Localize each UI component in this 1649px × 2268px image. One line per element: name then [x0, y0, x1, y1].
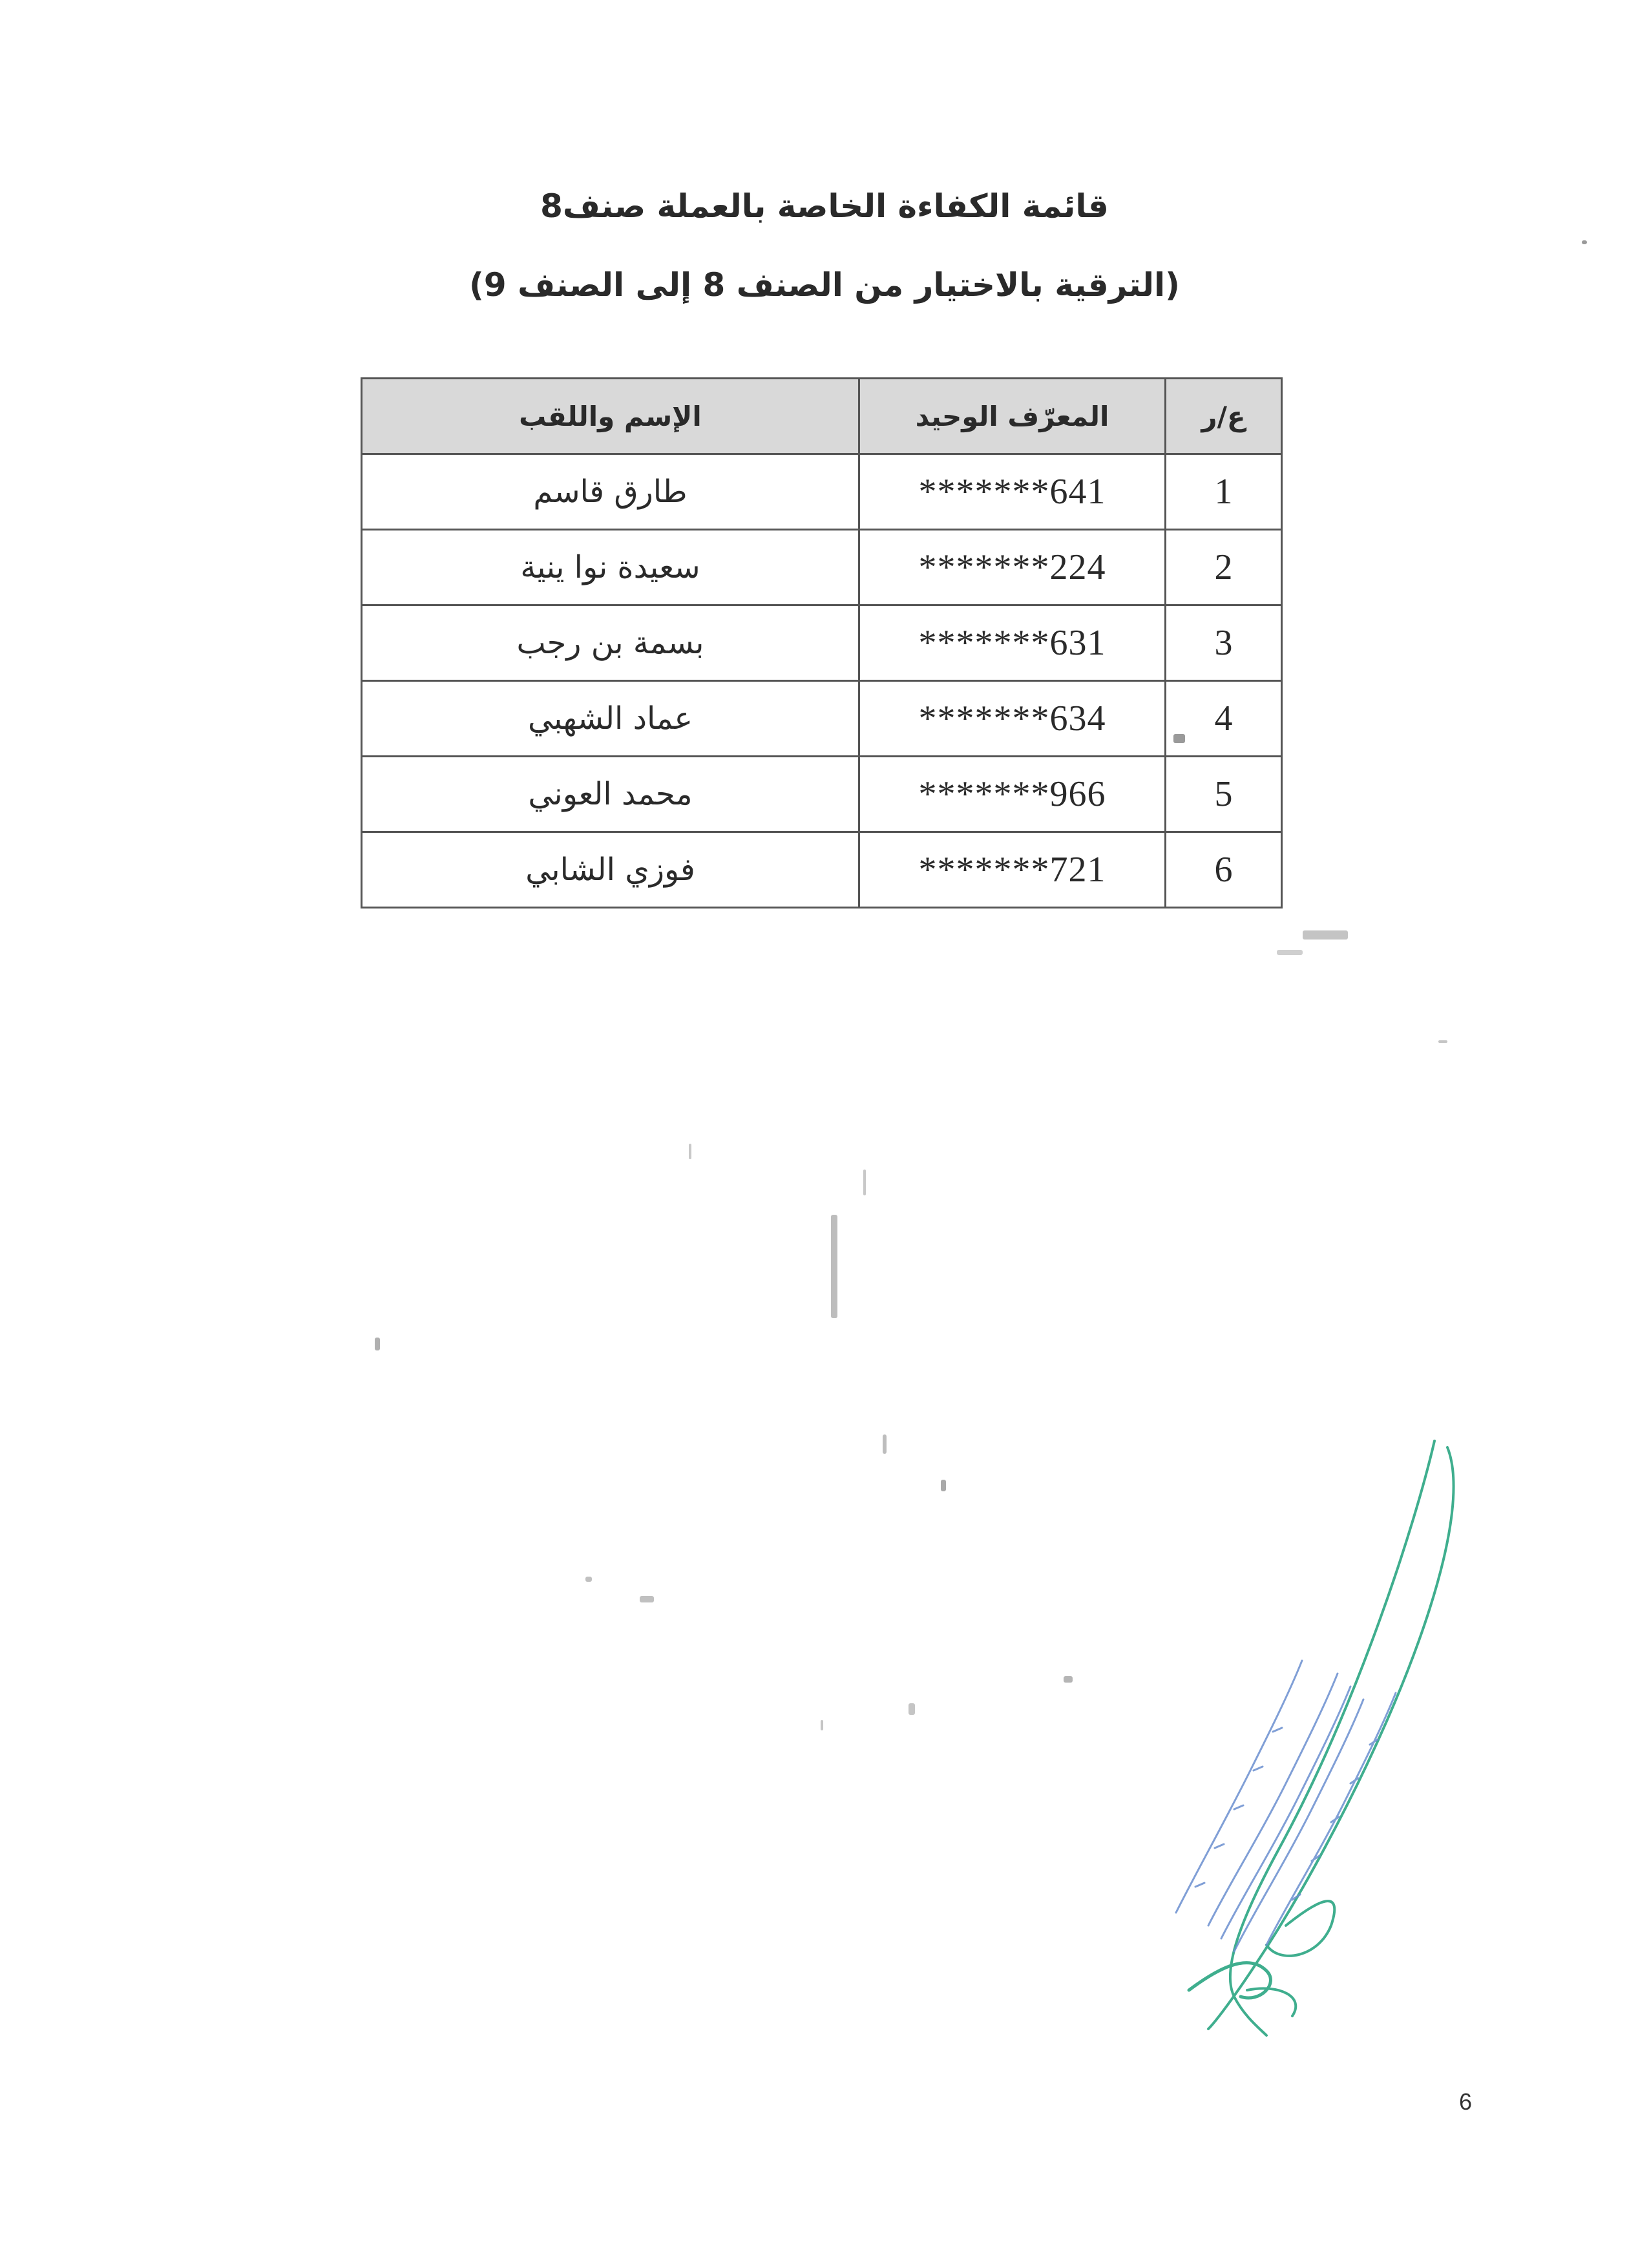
row-identifier: *******634 [859, 681, 1166, 757]
row-identifier: *******966 [859, 757, 1166, 832]
competency-table [361, 377, 1283, 908]
scan-speck [1173, 734, 1185, 743]
scan-speck [640, 1596, 654, 1602]
scan-speck [1064, 1676, 1073, 1683]
scan-speck [1303, 930, 1348, 940]
row-number: 4 [1166, 681, 1282, 757]
row-identifier: *******641 [859, 454, 1166, 530]
table-row [362, 530, 1282, 605]
table-row [362, 605, 1282, 681]
document-title: قائمة الكفاءة الخاصة بالعملة صنف8 [540, 187, 1109, 225]
scan-speck [689, 1144, 691, 1159]
row-name: فوزي الشابي [362, 832, 859, 908]
row-number: 3 [1166, 605, 1282, 681]
header-identifier: المعرّف الوحيد [859, 379, 1166, 454]
scan-speck [375, 1338, 380, 1350]
row-name: محمد العوني [362, 757, 859, 832]
row-number: 6 [1166, 832, 1282, 908]
scan-speck [941, 1480, 946, 1491]
row-identifier: *******631 [859, 605, 1166, 681]
row-name: عماد الشهبي [362, 681, 859, 757]
row-name: بسمة بن رجب [362, 605, 859, 681]
table-row [362, 757, 1282, 832]
table-row [362, 681, 1282, 757]
header-name: الإسم واللقب [362, 379, 859, 454]
table-row [362, 832, 1282, 908]
row-number: 2 [1166, 530, 1282, 605]
page-number: 6 [1459, 2088, 1473, 2115]
scan-speck [1438, 1040, 1447, 1043]
header-number: ع/ر [1166, 379, 1282, 454]
row-name: سعيدة نوا ينية [362, 530, 859, 605]
scan-speck [821, 1720, 823, 1730]
scan-speck [863, 1170, 866, 1195]
scan-speck [1277, 950, 1303, 955]
table-row [362, 454, 1282, 530]
document-subtitle: (الترقية بالاختيار من الصنف 8 إلى الصنف 9) [469, 266, 1180, 304]
row-identifier: *******721 [859, 832, 1166, 908]
scan-speck [909, 1703, 915, 1715]
table-header-row [362, 379, 1282, 454]
signature-stamp [1111, 1434, 1473, 2042]
scan-speck [831, 1215, 837, 1318]
scan-speck [1582, 240, 1587, 244]
scan-speck [883, 1434, 887, 1454]
row-number: 5 [1166, 757, 1282, 832]
row-identifier: *******224 [859, 530, 1166, 605]
row-name: طارق قاسم [362, 454, 859, 530]
scan-speck [585, 1577, 592, 1582]
row-number: 1 [1166, 454, 1282, 530]
